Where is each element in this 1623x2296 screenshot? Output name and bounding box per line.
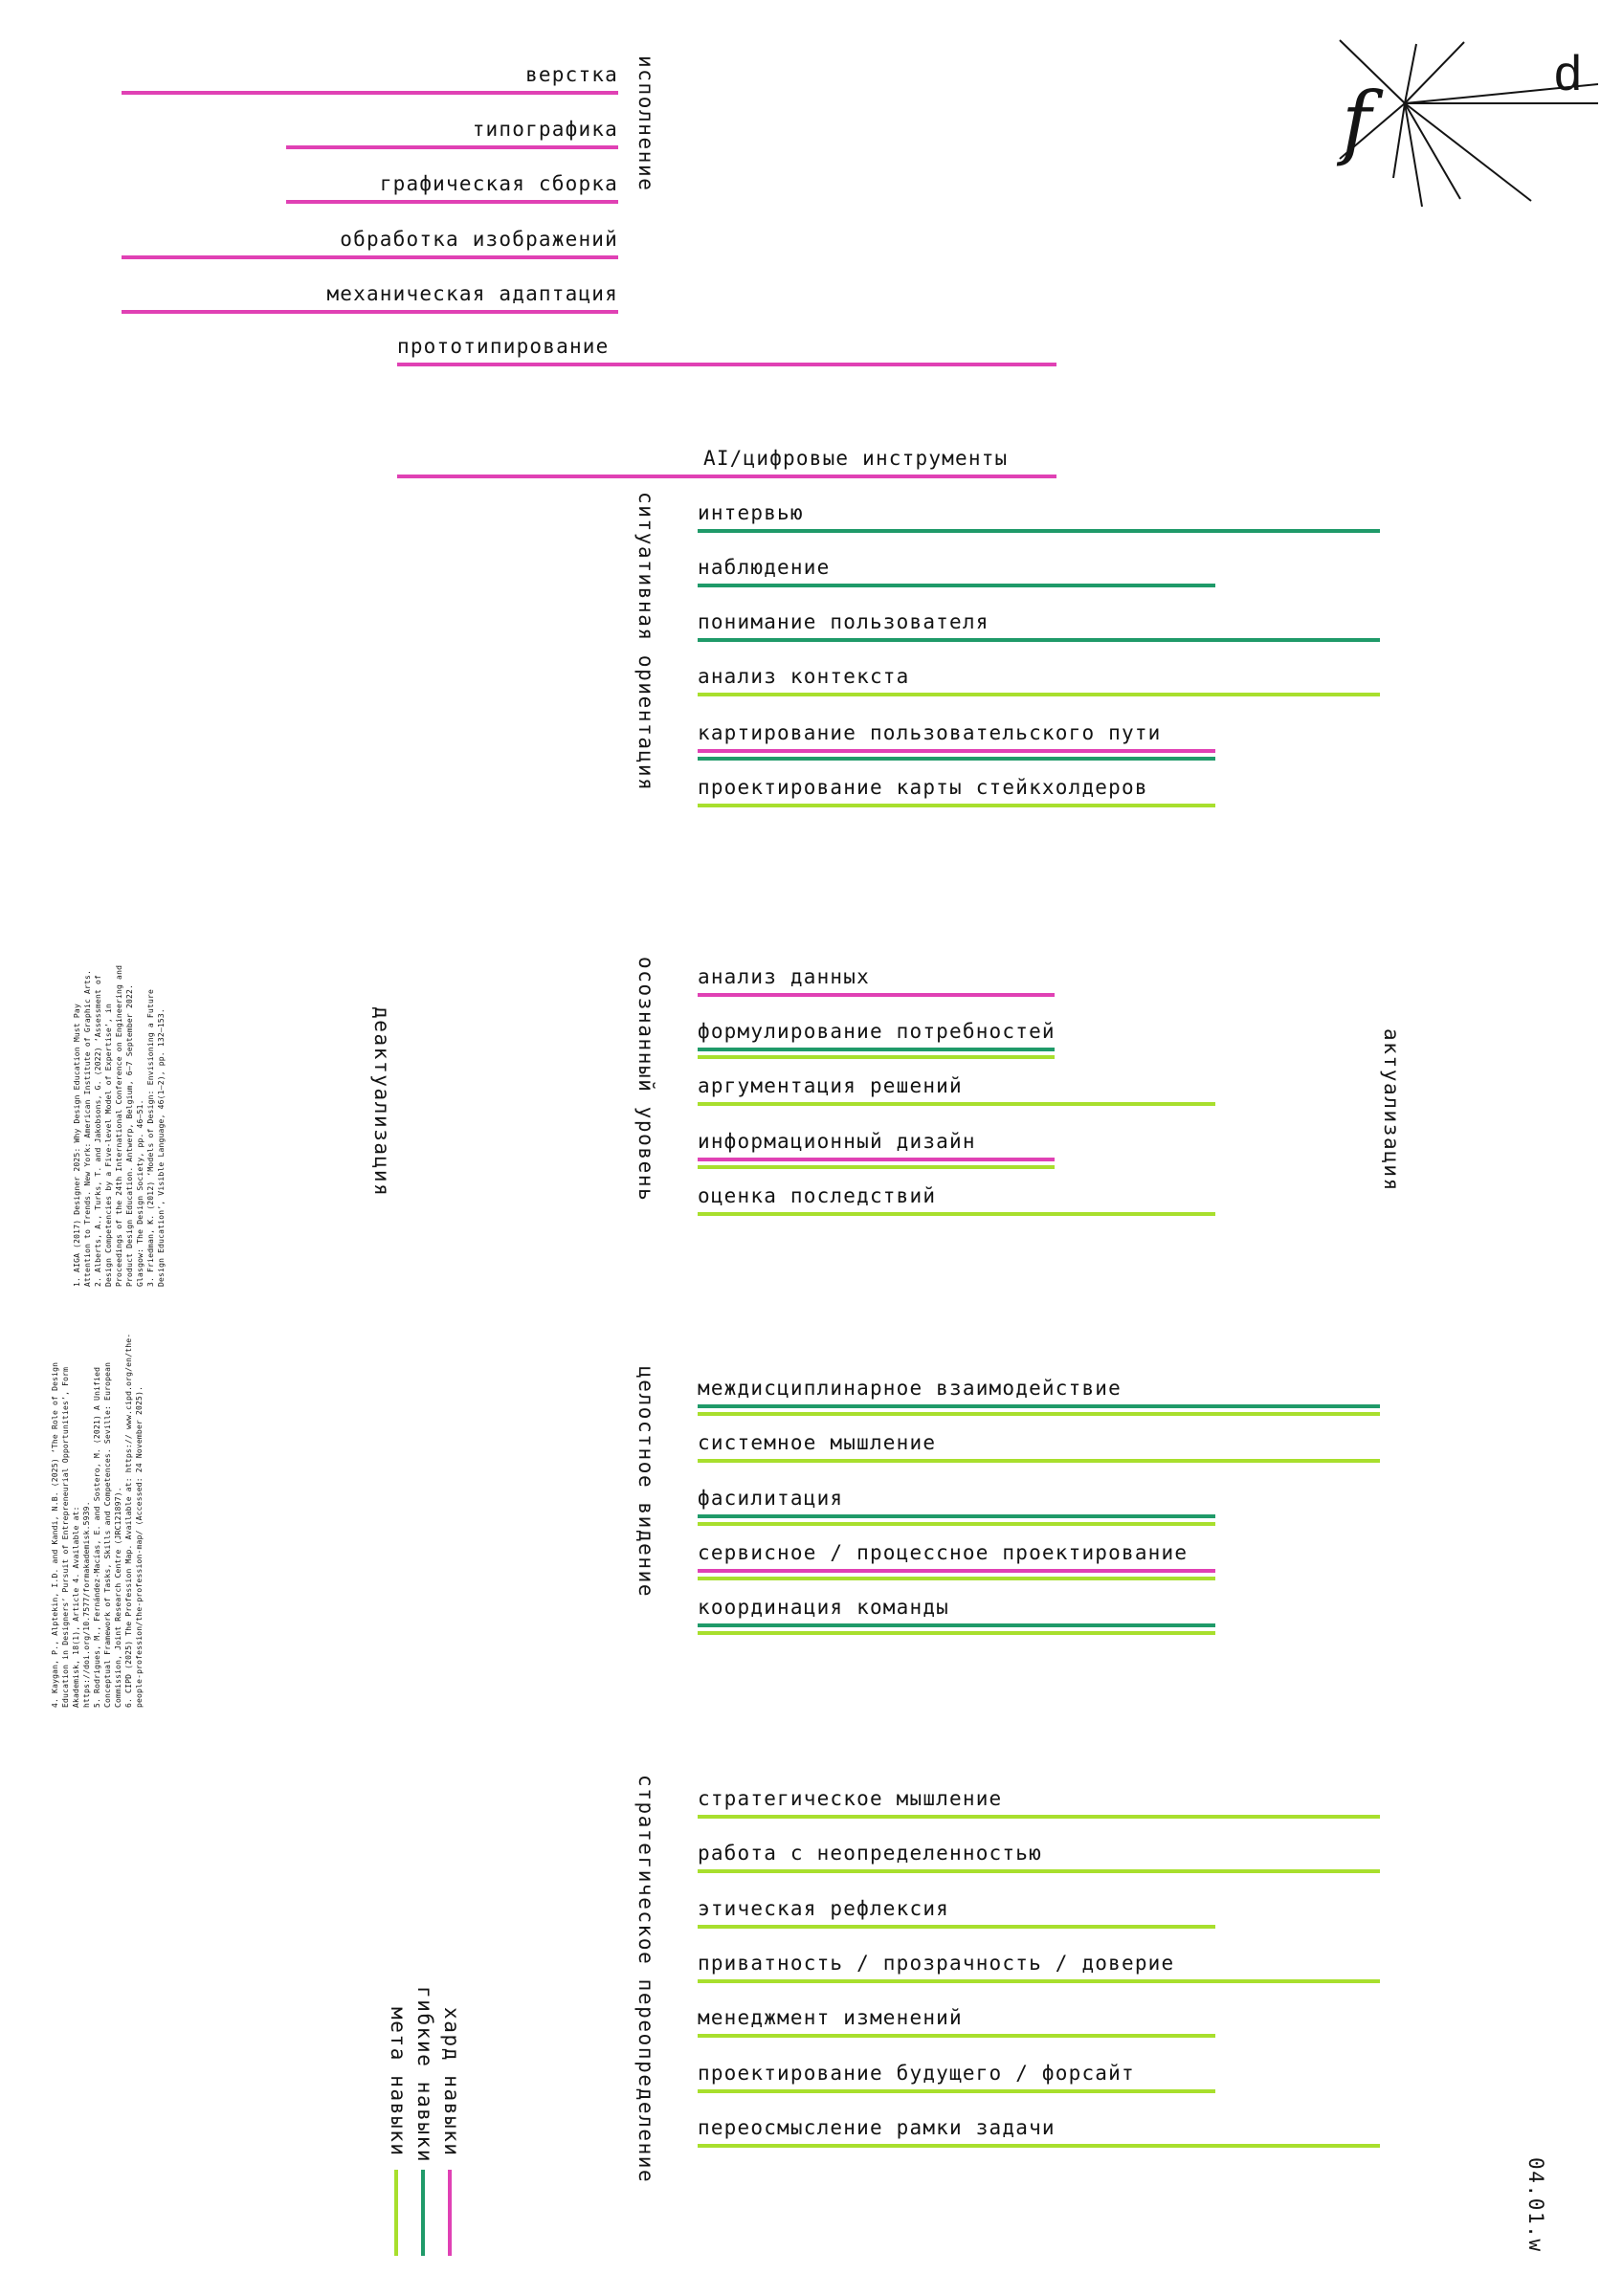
radiating-lines-logo (1321, 36, 1598, 213)
skill-label: типографика (472, 118, 618, 141)
skill-bar-soft (698, 638, 1380, 642)
reference-item: 2. Alberts, A., Turks, T. and Jakobsons, G. (2022) ‘Assessment of Design Competencies by a Five-level Model of Expertise’, in Proceedings of the 24th International Conference on Engineering and Product Design Education. Antwerp, Belgium, 6–7 September 2022. Glasgow: The Design Society, pp. 46–51. (94, 960, 145, 1287)
skill-label: координация команды (698, 1596, 950, 1619)
skill-label: стратегическое мышление (698, 1787, 1003, 1810)
skill-label: механическая адаптация (326, 282, 618, 305)
skill-label: верстка (525, 63, 618, 86)
side-label-deactualization: деактуализация (370, 1006, 393, 1198)
skill-label: менеджмент изменений (698, 2006, 963, 2029)
skill-bar-hard (397, 363, 1056, 366)
skill-bar-hard (286, 145, 618, 149)
page-code: 04.01.w (1524, 2157, 1547, 2253)
category-strategic: стратегическое переопределение (634, 1775, 657, 2184)
skill-label: оценка последствий (698, 1184, 937, 1207)
skill-bar-hard (122, 310, 618, 314)
skill-bar-soft (698, 584, 1215, 587)
skill-label: фасилитация (698, 1487, 844, 1510)
skill-bar-soft (698, 529, 1380, 533)
skill-bar-hard (122, 91, 618, 95)
legend-label-meta: мета навыки (387, 2007, 410, 2157)
category-execution: исполнение (634, 55, 657, 192)
skill-bar-hard (698, 993, 1055, 997)
skill-label: работа с неопределенностью (698, 1842, 1042, 1865)
skill-label: обработка изображений (340, 228, 618, 251)
logo-letter-f: f (1342, 75, 1372, 168)
legend-bar-meta (394, 2170, 398, 2256)
reference-item: 1. AIGA (2017) Designer 2025: Why Design Education Must Pay Attention to Trends. New York: American Institute of Graphic Arts. (73, 969, 92, 1287)
side-label-actualization: актуализация (1380, 1028, 1403, 1192)
reference-item: 5. Rodrigues, M., Fernández-Macías, E. and Sostero, M. (2021) A Unified Conceptual Framework of Tasks, Skills and Competences. Seville: European Commission, Joint Research Centre (JRC121897). (93, 1357, 122, 1708)
skill-label: аргументация решений (698, 1074, 963, 1097)
skill-bar-meta (698, 1055, 1055, 1059)
skill-bar-hard (286, 200, 618, 204)
skill-label: междисциплинарное взаимодействие (698, 1377, 1122, 1400)
skill-bar-hard (698, 1569, 1215, 1573)
references-block-2 (50, 1332, 235, 1708)
skill-bar-hard (122, 255, 618, 259)
skill-bar-meta (698, 2144, 1380, 2148)
skill-bar-meta (698, 2089, 1215, 2093)
skill-bar-soft (698, 1048, 1055, 1051)
skill-label: анализ данных (698, 965, 870, 988)
skill-label: графическая сборка (379, 172, 618, 195)
skill-label: переосмысление рамки задачи (698, 2116, 1056, 2139)
skill-bar-meta (698, 804, 1215, 807)
skill-bar-hard (397, 475, 1056, 478)
category-holistic: целостное видение (634, 1366, 657, 1599)
skill-label: картирование пользовательского пути (698, 721, 1162, 744)
skill-bar-meta (698, 1631, 1215, 1635)
skill-bar-meta (698, 1459, 1380, 1463)
skill-label: наблюдение (698, 556, 831, 579)
skill-bar-hard (698, 749, 1215, 753)
skill-bar-soft (698, 1404, 1380, 1408)
skill-label: сервисное / процессное проектирование (698, 1541, 1189, 1564)
legend-bar-soft (421, 2170, 425, 2256)
skill-bar-meta (698, 1522, 1215, 1526)
legend-label-soft: гибкие навыки (413, 1986, 436, 2164)
reference-item: 4. Kaygan, P., Alpteki̇n, I.D. and Kandi, N.B. (2025) ‘The Role of Design Education in Designers’ Pursuit of Entrepreneurial Opportunities’, Form Akademisk, 18(1), Article 4. Available at: https://doi.org/10.7577/formakademisk.5939. (51, 1357, 91, 1708)
skill-label: проектирование будущего / форсайт (698, 2062, 1135, 2085)
skill-bar-meta (698, 693, 1380, 696)
skill-bar-meta (698, 1412, 1380, 1416)
skill-label: интервью (698, 501, 804, 524)
category-conscious: осознанный уровень (634, 957, 657, 1203)
skill-label: анализ контекста (698, 665, 910, 688)
skill-bar-meta (698, 1212, 1215, 1216)
reference-item: 6. CIPD (2025) The Profession Map. Available at: https:// www.cipd.org/en/the-people-profession/the-profession-map/ (Accessed: 24 November 2025). (124, 1333, 144, 1708)
skill-label: системное мышление (698, 1431, 937, 1454)
skill-label: прототипирование (397, 335, 610, 358)
skill-bar-meta (698, 1102, 1215, 1106)
category-situational: ситуативная ориентация (634, 492, 657, 792)
skill-bar-soft (698, 757, 1215, 761)
legend-bar-hard (448, 2170, 452, 2256)
skill-bar-soft (698, 1514, 1215, 1518)
skill-label: приватность / прозрачность / доверие (698, 1952, 1175, 1975)
skill-label: AI/цифровые инструменты (703, 447, 1009, 470)
skill-bar-meta (698, 1869, 1380, 1873)
skill-bar-meta (698, 1165, 1055, 1169)
legend-label-hard: хард навыки (440, 2007, 463, 2157)
skill-bar-meta (698, 1577, 1215, 1580)
skill-bar-hard (698, 1158, 1055, 1161)
skill-label: этическая рефлексия (698, 1897, 950, 1920)
skill-label: проектирование карты стейкхолдеров (698, 776, 1148, 799)
skill-label: информационный дизайн (698, 1130, 976, 1153)
logo-letter-d: d (1554, 46, 1582, 101)
reference-item: 3. Friedman, K. (2012) ‘Models of Design: Envisioning a Future Design Education’, Visible Language, 46(1–2), pp. 132–153. (146, 983, 166, 1287)
skill-bar-meta (698, 2034, 1215, 2038)
skill-bar-meta (698, 1815, 1380, 1819)
skill-bar-meta (698, 1979, 1380, 1983)
skill-label: формулирование потребностей (698, 1020, 1056, 1043)
skill-bar-soft (698, 1623, 1215, 1627)
references-block-1 (72, 961, 234, 1287)
skill-label: понимание пользователя (698, 610, 989, 633)
skill-bar-meta (698, 1925, 1215, 1929)
